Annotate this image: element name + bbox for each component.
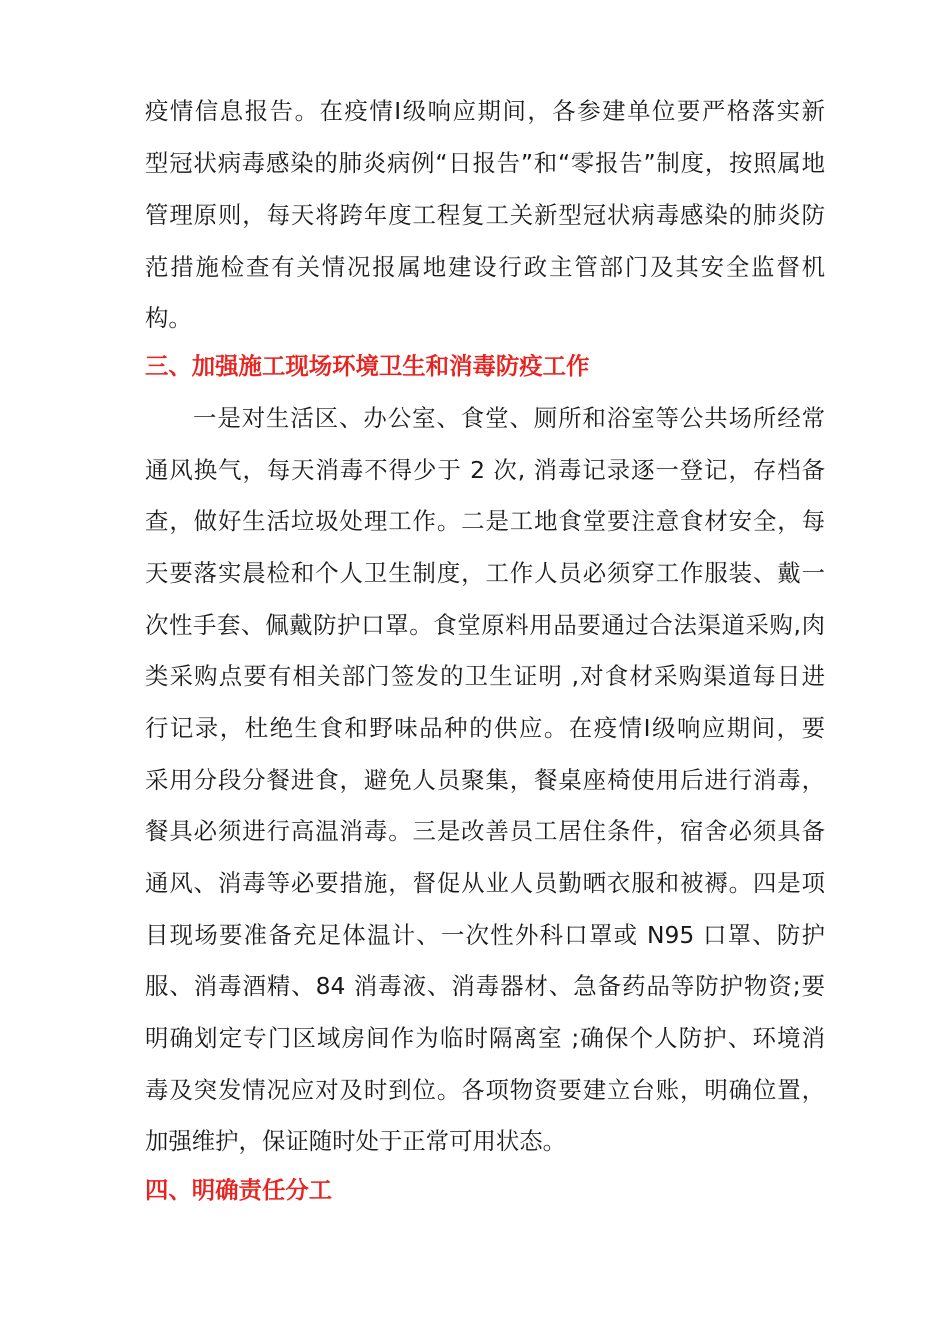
- paragraph-2-line-15: 加强维护，保证随时处于正常可用状态。: [145, 1127, 567, 1155]
- paragraph-2-line-9: 餐具必须进行高温消毒。三是改善员工居住条件，宿舍必须具备: [145, 817, 825, 845]
- paragraph-2-line-5: 次性手套、佩戴防护口罩。食堂原料用品要通过合法渠道采购,肉: [145, 611, 825, 639]
- paragraph-1-line-4: 范措施检查有关情况报属地建设行政主管部门及其安全监督机: [145, 253, 825, 281]
- paragraph-2-line-6: 类采购点要有相关部门签发的卫生证明 ,对食材采购渠道每日进: [145, 662, 825, 690]
- paragraph-1-line-3: 管理原则，每天将跨年度工程复工关新型冠状病毒感染的肺炎防: [145, 201, 825, 229]
- paragraph-2-line-2: 通风换气，每天消毒不得少于 2 次, 消毒记录逐一登记，存档备: [145, 456, 825, 484]
- paragraph-1-line-5: 构。: [145, 304, 192, 332]
- paragraph-2-line-3: 查，做好生活垃圾处理工作。二是工地食堂要注意食材安全，每: [145, 507, 825, 535]
- paragraph-2-line-4: 天要落实晨检和个人卫生制度，工作人员必须穿工作服装、戴一: [145, 559, 825, 587]
- paragraph-2-line-12: 服、消毒酒精、84 消毒液、消毒器材、急备药品等防护物资;要: [145, 972, 825, 1000]
- paragraph-2-line-1: 一是对生活区、办公室、食堂、厕所和浴室等公共场所经常: [193, 404, 825, 432]
- paragraph-2-line-11: 目现场要准备充足体温计、一次性外科口罩或 N95 口罩、防护: [145, 921, 825, 949]
- section-heading-4: 四、明确责任分工: [145, 1176, 333, 1204]
- paragraph-1-line-1: 疫情信息报告。在疫情Ⅰ级响应期间，各参建单位要严格落实新: [145, 97, 825, 125]
- section-heading-3: 三、加强施工现场环境卫生和消毒防疫工作: [145, 352, 590, 380]
- paragraph-2-line-14: 毒及突发情况应对及时到位。各项物资要建立台账，明确位置，: [145, 1076, 825, 1104]
- paragraph-2-line-7: 行记录，杜绝生食和野味品种的供应。在疫情Ⅰ级响应期间，要: [145, 714, 825, 742]
- paragraph-2-line-10: 通风、消毒等必要措施，督促从业人员勤晒衣服和被褥。四是项: [145, 869, 825, 897]
- paragraph-2-line-8: 采用分段分餐进食，避免人员聚集，餐桌座椅使用后进行消毒，: [145, 766, 825, 794]
- paragraph-2-line-13: 明确划定专门区域房间作为临时隔离室 ;确保个人防护、环境消: [145, 1024, 825, 1052]
- paragraph-1-line-2: 型冠状病毒感染的肺炎病例“日报告”和“零报告”制度，按照属地: [145, 149, 825, 177]
